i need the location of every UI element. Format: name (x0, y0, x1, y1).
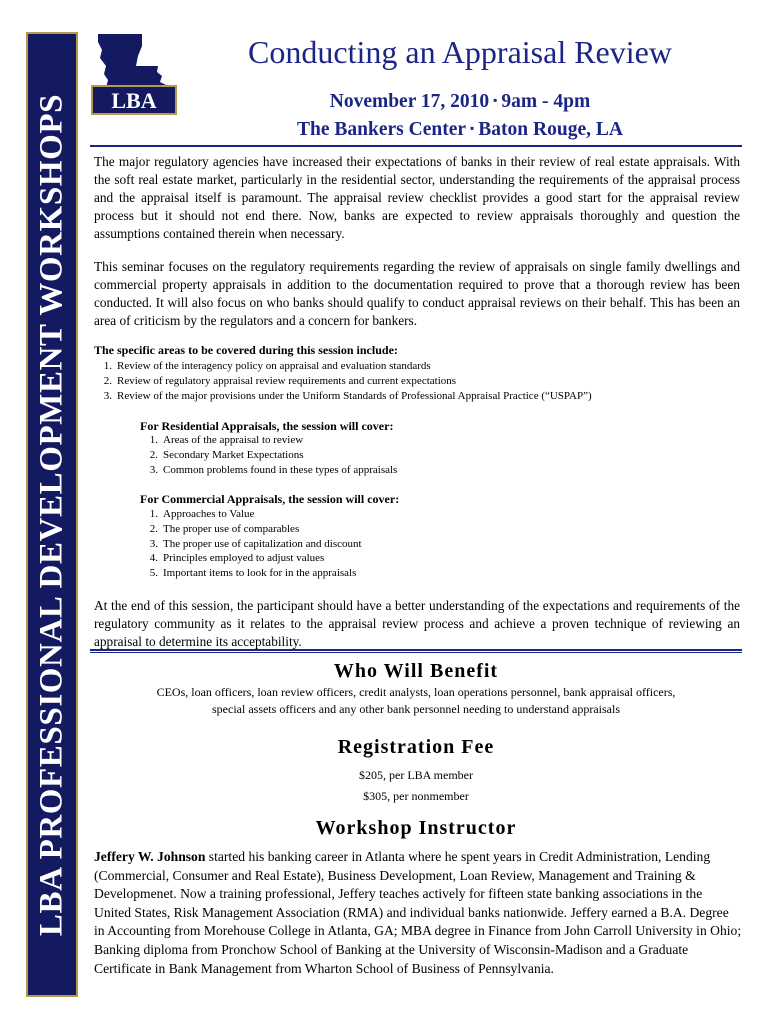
residential-heading: For Residential Appraisals, the session will cover: (140, 419, 394, 433)
event-venue: The Bankers Center (297, 119, 467, 140)
commercial-list (140, 507, 362, 581)
event-time: 9am - 4pm (501, 91, 591, 112)
list-item: 3. The proper use of capitalization and discount (149, 537, 362, 550)
fee-nonmember: $305, per nonmember (363, 789, 469, 803)
commercial-heading: For Commercial Appraisals, the session will cover: (140, 492, 400, 506)
instructor-name: Jeffery W. Johnson (94, 849, 206, 864)
fee-title: Registration Fee (337, 736, 495, 758)
list-item: 2. Secondary Market Expectations (149, 448, 304, 461)
list-item: 2. Review of regulatory appraisal review requirements and current expectations (103, 374, 457, 387)
list-item: 1. Approaches to Value (149, 508, 255, 520)
areas-list (94, 359, 592, 403)
benefit-line-2: special assets officers and any other bank personnel needing to understand appraisals (212, 702, 620, 716)
page-title: Conducting an Appraisal Review (248, 34, 672, 70)
side-banner (26, 32, 78, 997)
event-city: Baton Rouge, LA (478, 119, 623, 140)
intro-paragraph-1: The major regulatory agencies have increased their expectations of banks in their review of real estate appraisals. With the soft real estate market, particularly in the residential sector, understanding the requirements of the appraisal process and the appraisal itself is paramount. The appraisal review checklist provides a good start for the appraisal review process but it should not end there. Now, banks are expected to review appraisals thoroughly and question the assumptions contained therein when necessary. (94, 154, 740, 241)
list-item: 3. Review of the major provisions under the Uniform Standards of Professional Appraisal Practice (“USPAP”) (103, 389, 592, 402)
list-item: 5. Important items to look for in the appraisals (149, 567, 357, 580)
intro-paragraph-2: This seminar focuses on the regulatory requirements regarding the review of appraisals on single family dwellings and commercial property appraisals in addition to the documentation required to prove that a thorough review has been conducted. It will also focus on who banks should qualify to conduct appraisal reviews on their behalf. This has been an area of criticism by the regulators and a concern for bankers. (94, 259, 740, 328)
logo-text: LBA (111, 88, 157, 113)
instructor-title: Workshop Instructor (315, 817, 517, 839)
event-date-time (190, 88, 730, 114)
banner-text: LBA PROFESSIONAL DEVELOPMENT WORKSHOPS (33, 93, 70, 936)
conclusion-paragraph: At the end of this session, the participant should have a better understanding of the expectations and requirements of the regulatory community as it relates to the appraisal review process and achieve a proven technique of reviewing an appraisal to determine its acceptability. (94, 598, 740, 649)
residential-list (140, 433, 397, 477)
event-location (190, 116, 730, 142)
benefit-title: Who Will Benefit (333, 660, 499, 682)
section-divider (90, 649, 742, 653)
event-date: November 17, 2010 (329, 91, 490, 112)
list-item: 3. Common problems found in these types of appraisals (149, 463, 398, 476)
benefit-line-1: CEOs, loan officers, loan review officers, credit analysts, loan operations personnel, bank appraisal officers, (156, 685, 676, 699)
instructor-bio-text: started his banking career in Atlanta where he spent years in Credit Administration, Lending (Commercial, Consumer and Real Estate), Business Development, Loan Review, Management and Training & Developmenet. Now a training professional, Jeffery teaches actively for fifteen state banking associations in the United States, Risk Management Association (RMA) and individual banks nationwide. Jeffery earned a B.A. Degree in Accounting from Morehouse College in Atlanta, GA; MBA degree in Finance from John Carroll University in Ohio; Banking diploma from Pronchow School of Banking at the University of Wisconsin-Madison and a Graduate Certificate in Bank Management from Wharton School of Business of Pennsylvania. (94, 849, 742, 976)
separator-bullet: ▪ (470, 121, 475, 135)
header-divider (90, 145, 742, 147)
fee-member: $205, per LBA member (359, 768, 473, 782)
list-item: 2. The proper use of comparables (149, 522, 300, 535)
list-item: 1. Areas of the appraisal to review (149, 434, 304, 446)
instructor-bio (94, 848, 742, 978)
separator-bullet: ▪ (493, 93, 498, 107)
list-item: 4. Principles employed to adjust values (149, 552, 325, 565)
list-item: 1. Review of the interagency policy on appraisal and evaluation standards (103, 360, 431, 372)
lba-logo (90, 30, 178, 116)
areas-heading: The specific areas to be covered during this session include: (94, 343, 398, 357)
